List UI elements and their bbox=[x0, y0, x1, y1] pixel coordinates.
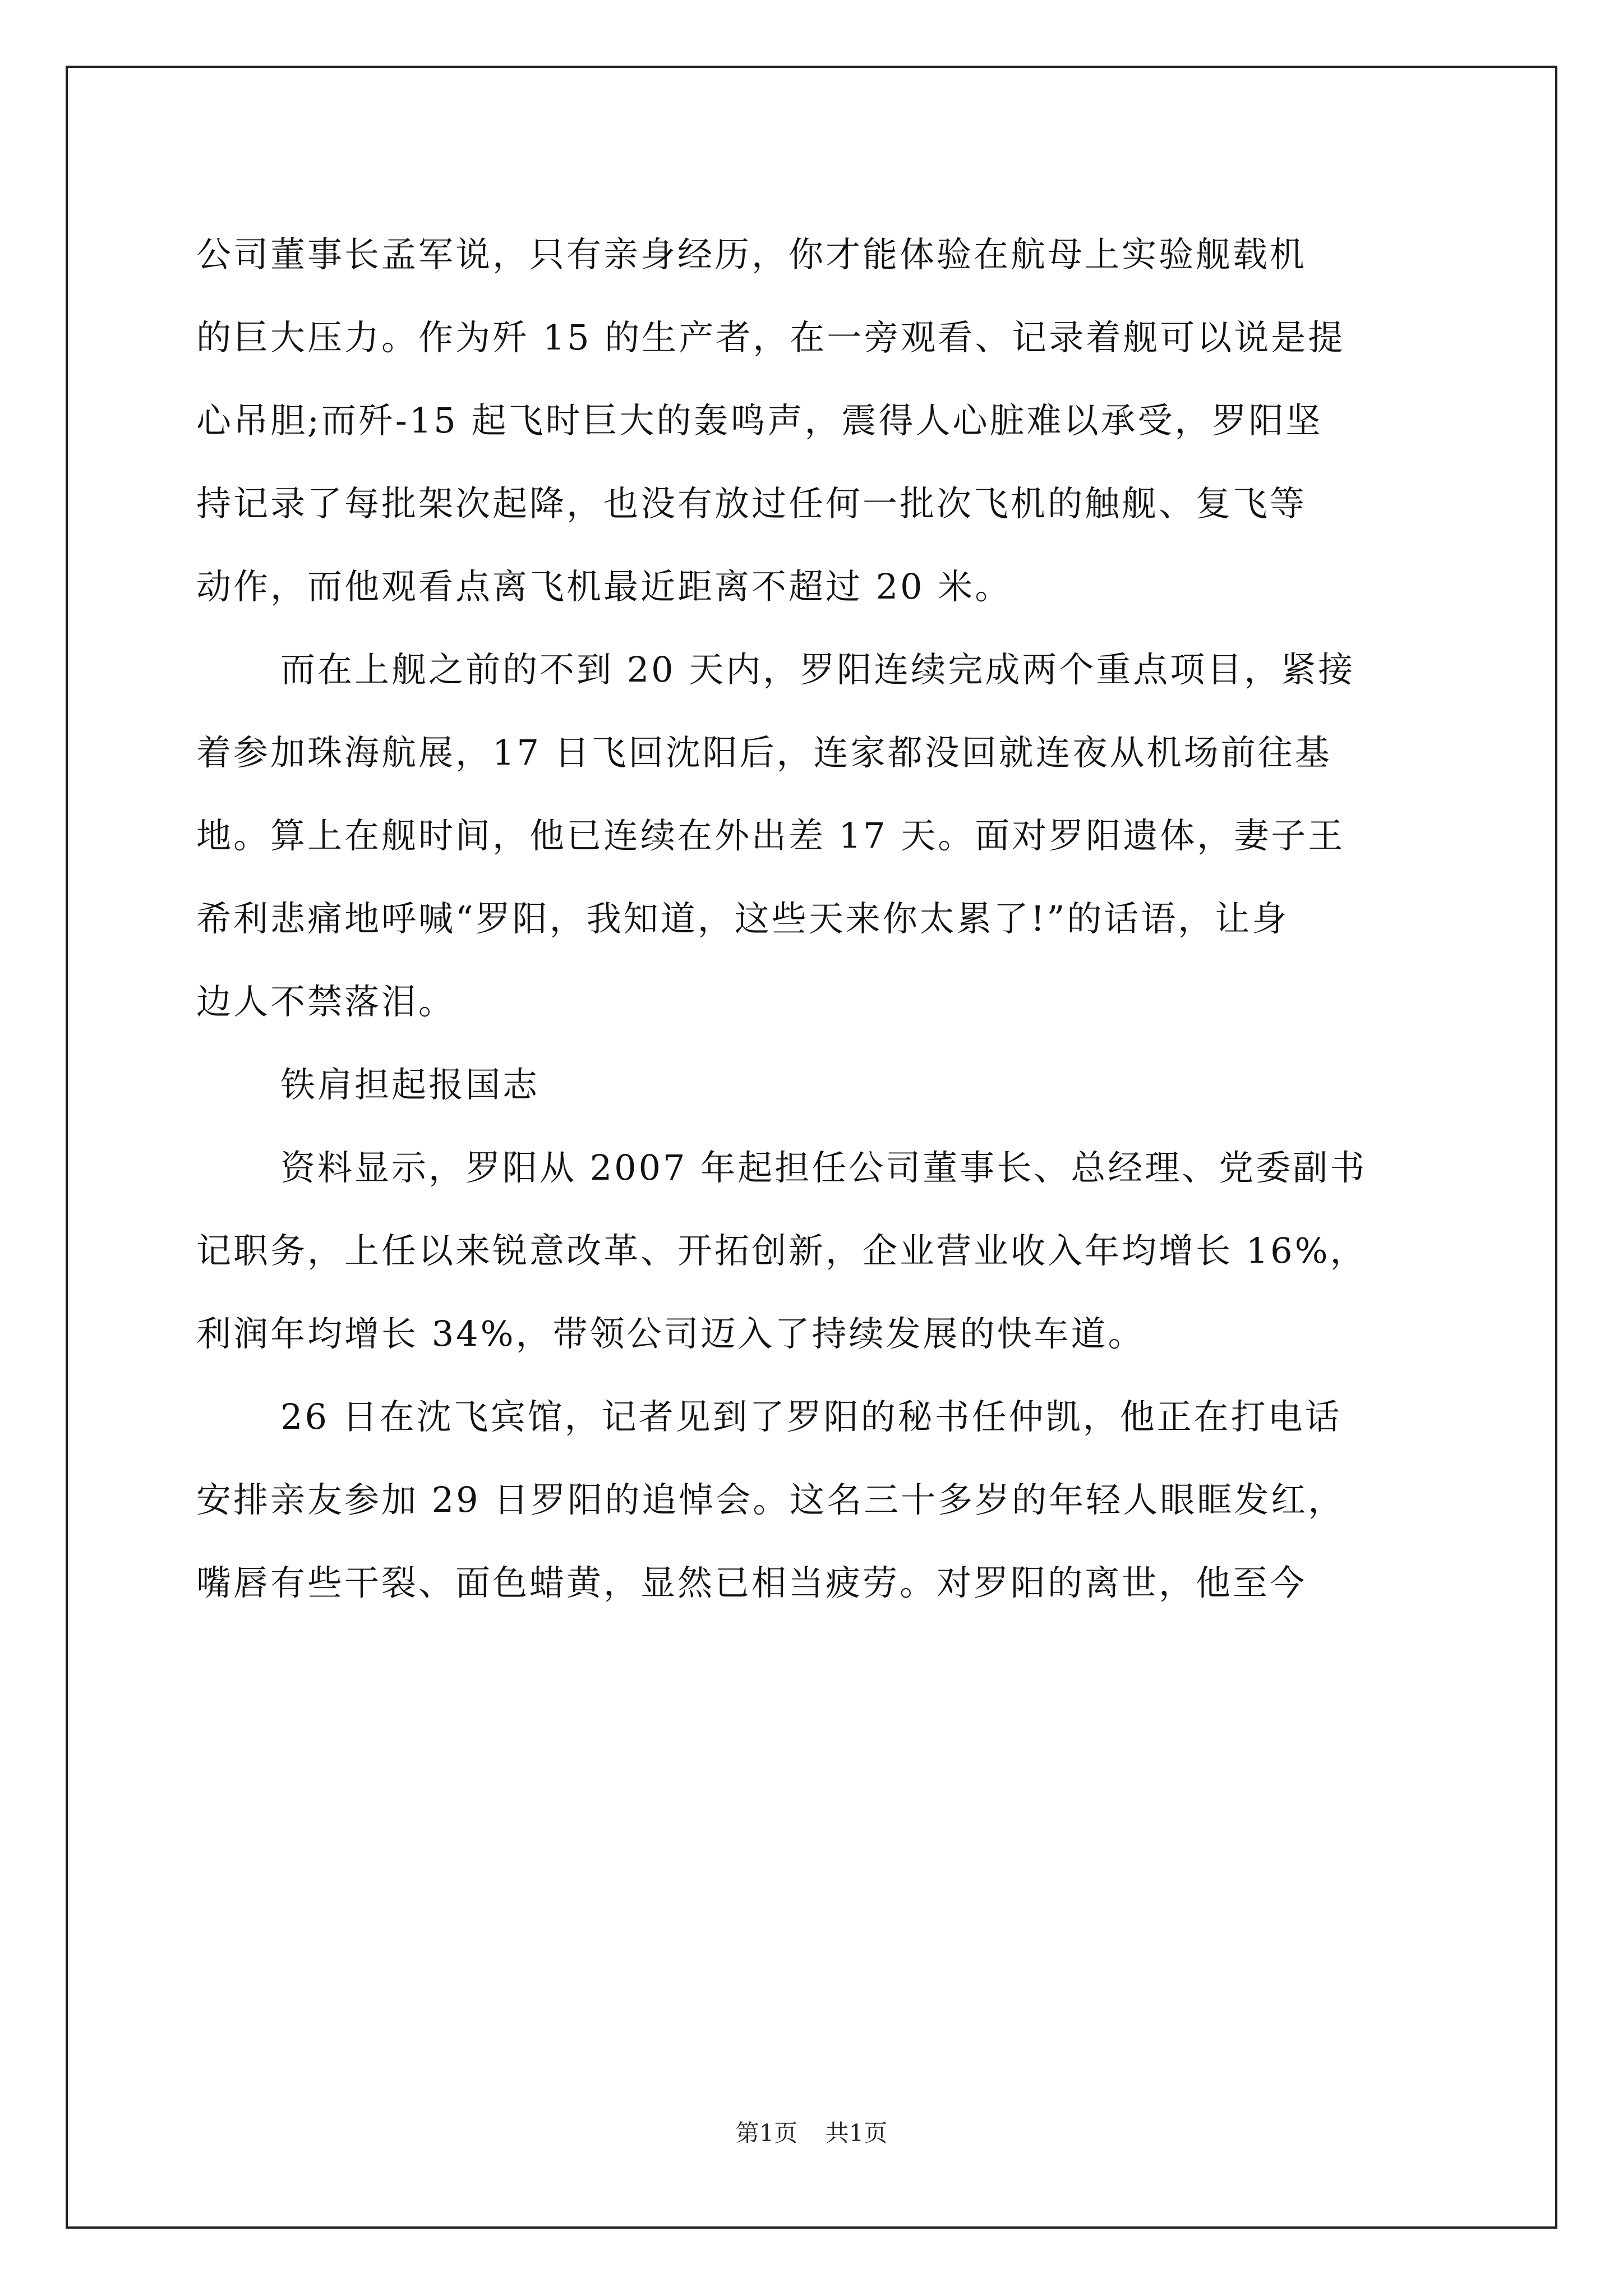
text-line: 利润年均增长 34%，带领公司迈入了持续发展的快车道。 bbox=[196, 1313, 1145, 1354]
page-number: 第1页 bbox=[735, 2119, 798, 2147]
text-line: 公司董事长孟军说，只有亲身经历，你才能体验在航母上实验舰载机 bbox=[196, 234, 1307, 275]
section-heading: 铁肩担起报国志 bbox=[280, 1064, 540, 1105]
page-total: 共1页 bbox=[825, 2119, 888, 2147]
paragraph-start-line: 26 日在沈飞宾馆，记者见到了罗阳的秘书任仲凯，他正在打电话 bbox=[280, 1396, 1342, 1437]
text-line: 持记录了每批架次起降，也没有放过任何一批次飞机的触舰、复飞等 bbox=[196, 483, 1307, 524]
text-line: 地。算上在舰时间，他已连续在外出差 17 天。面对罗阳遗体，妻子王 bbox=[196, 815, 1345, 856]
text-line: 记职务，上任以来锐意改革、开拓创新，企业营业收入年均增长 16%， bbox=[196, 1230, 1367, 1271]
text-line: 的巨大压力。作为歼 15 的生产者，在一旁观看、记录着舰可以说是提 bbox=[196, 317, 1345, 358]
text-line: 希利悲痛地呼喊“罗阳，我知道，这些天来你太累了!”的话语，让身 bbox=[196, 898, 1289, 939]
page-footer bbox=[0, 2115, 1623, 2148]
text-line: 动作，而他观看点离飞机最近距离不超过 20 米。 bbox=[196, 566, 1012, 607]
text-line: 心吊胆;而歼-15 起飞时巨大的轰鸣声，震得人心脏难以承受，罗阳坚 bbox=[196, 400, 1323, 441]
text-line: 安排亲友参加 29 日罗阳的追悼会。这名三十多岁的年轻人眼眶发红， bbox=[196, 1479, 1345, 1520]
text-line: 嘴唇有些干裂、面色蜡黄，显然已相当疲劳。对罗阳的离世，他至今 bbox=[196, 1562, 1307, 1603]
paragraph-start-line: 而在上舰之前的不到 20 天内，罗阳连续完成两个重点项目，紧接 bbox=[280, 649, 1355, 690]
text-line: 着参加珠海航展，17 日飞回沈阳后，连家都没回就连夜从机场前往基 bbox=[196, 732, 1332, 773]
paragraph-start-line: 资料显示，罗阳从 2007 年起担任公司董事长、总经理、党委副书 bbox=[280, 1147, 1367, 1188]
text-line: 边人不禁落泪。 bbox=[196, 981, 456, 1022]
document-body bbox=[196, 213, 1464, 1625]
